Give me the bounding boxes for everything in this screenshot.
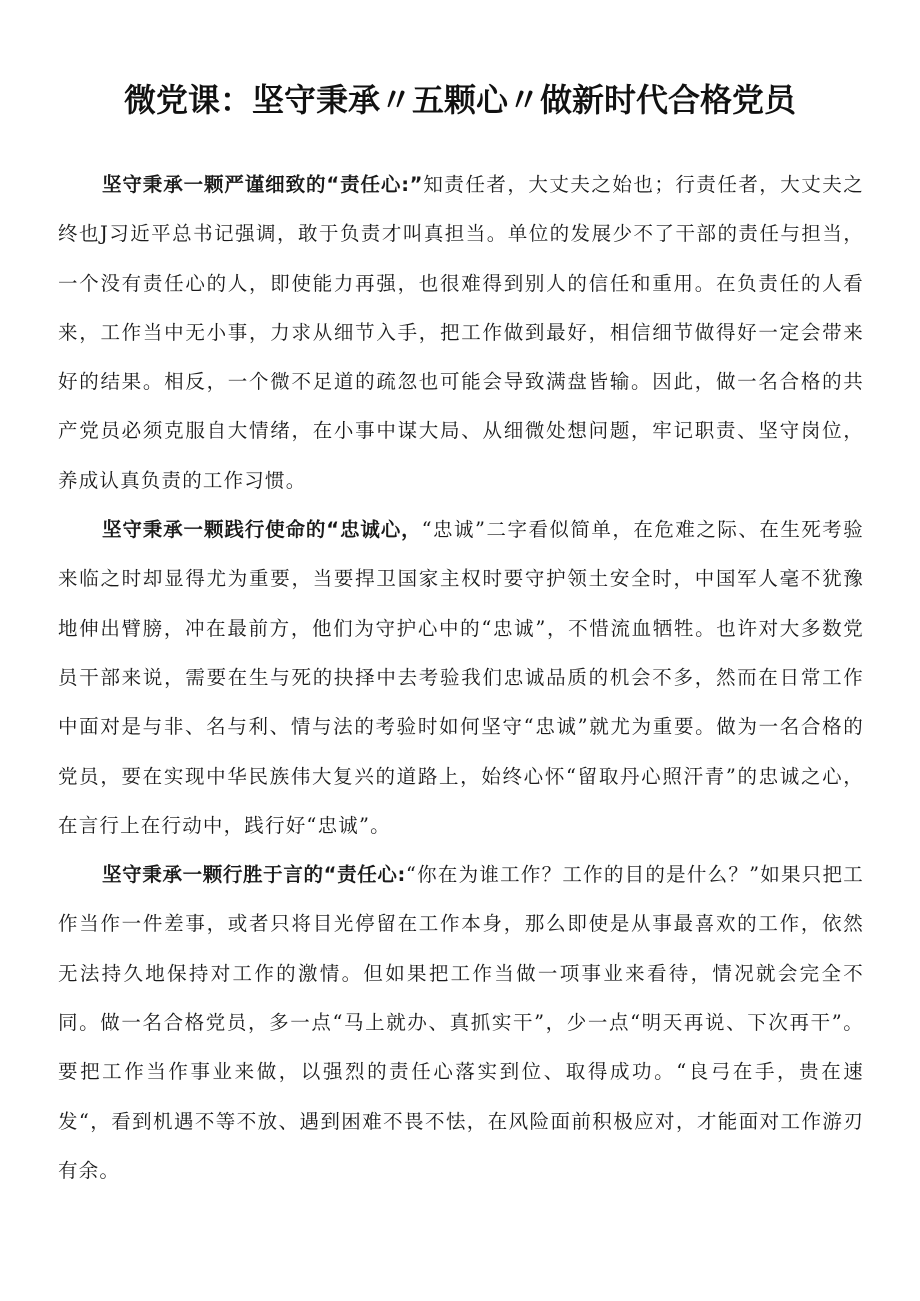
paragraph-responsibility xyxy=(58,160,864,505)
paragraph-action xyxy=(58,850,864,1195)
document-body xyxy=(58,160,864,1195)
paragraph-lead: 坚守秉承一颗践行使命的“忠诚心， xyxy=(102,518,422,542)
paragraph-text: “忠诚”二字看似简单，在危难之际、在生死考验来临之时却显得尤为重要，当要捍卫国家主权时要守护领土安全时，中国军人毫不犹豫地伸出臂膀，冲在最前方，他们为守护心中的“忠诚”，不惜流血牺牲。也许对大多数党员干部来说，需要在生与死的抉择中去考验我们忠诚品质的机会不多，然而在日常工作中面对是与非、名与利、情与法的考验时如何坚守“忠诚”就尤为重要。做为一名合格的党员，要在实现中华民族伟大复兴的道路上，始终心怀“留取丹心照汗青”的忠诚之心，在言行上在行动中，践行好“忠诚”。 xyxy=(58,518,864,837)
paragraph-lead: 坚守秉承一颗严谨细致的“责任心:” xyxy=(102,173,424,196)
paragraph-text: 知责任者，大丈夫之始也；行责任者，大丈夫之终也J习近平总书记强调，敢于负责才叫真担当。单位的发展少不了干部的责任与担当，一个没有责任心的人，即使能力再强，也很难得到别人的信任和重用。在负责任的人看来，工作当中无小事，力求从细节入手，把工作做到最好，相信细节做得好一定会带来好的结果。相反，一个微不足道的疏忽也可能会导致满盘皆输。因此，做一名合格的共产党员必须克服自大情绪，在小事中谋大局、从细微处想问题，牢记职责、坚守岗位，养成认真负责的工作习惯。 xyxy=(58,173,864,492)
paragraph-text: “你在为谁工作？工作的目的是什么？”如果只把工作当作一件差事，或者只将目光停留在工作本身，那么即使是从事最喜欢的工作，依然无法持久地保持对工作的激情。但如果把工作当做一项事业来看待，情况就会完全不同。做一名合格党员，多一点“马上就办、真抓实干”，少一点“明天再说、下次再干”。要把工作当作事业来做，以强烈的责任心落实到位、取得成功。“良弓在手，贵在速发“，看到机遇不等不放、遇到困难不畏不怯，在风险面前积极应对，才能面对工作游刃有余。 xyxy=(58,863,864,1182)
document-title: 微党课：坚守秉承〃五颗心〃做新时代合格党员 xyxy=(123,81,796,119)
paragraph-loyalty xyxy=(58,505,864,850)
paragraph-lead: 坚守秉承一颗行胜于言的“责任心: xyxy=(102,863,406,887)
